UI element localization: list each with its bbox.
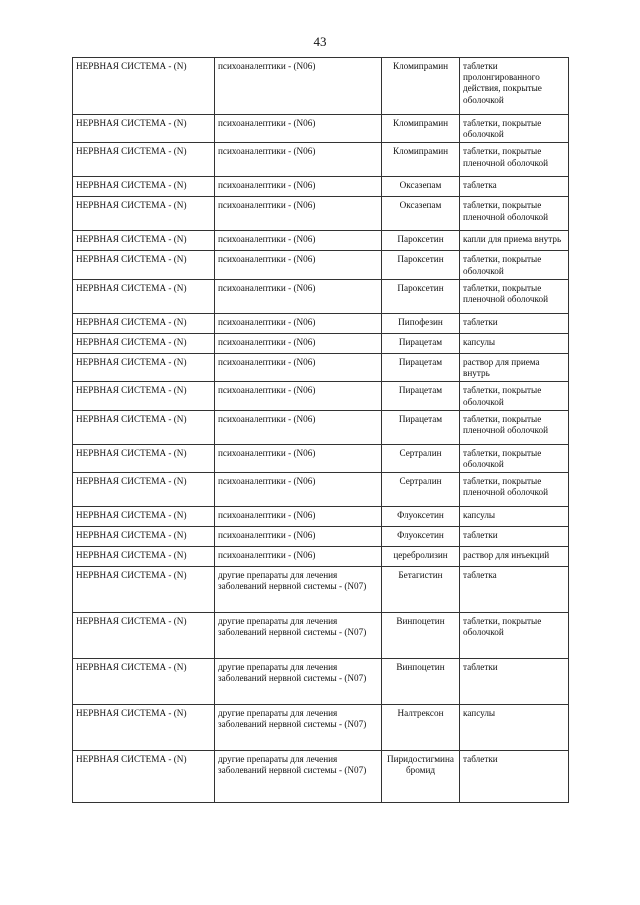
cell-system: НЕРВНАЯ СИСТЕМА - (N) — [73, 705, 215, 751]
table-row — [73, 567, 569, 613]
cell-group: другие препараты для лечения заболеваний нервной системы - (N07) — [215, 751, 382, 803]
cell-group: психоаналептики - (N06) — [215, 333, 382, 353]
cell-system: НЕРВНАЯ СИСТЕМА - (N) — [73, 279, 215, 313]
cell-form: таблетки пролонгированного действия, покрытые оболочкой — [460, 58, 569, 115]
cell-form: таблетки, покрытые пленочной оболочкой — [460, 410, 569, 444]
cell-form: таблетки, покрытые пленочной оболочкой — [460, 279, 569, 313]
cell-group: психоаналептики - (N06) — [215, 143, 382, 177]
cell-name: Пирацетам — [382, 410, 460, 444]
cell-system: НЕРВНАЯ СИСТЕМА - (N) — [73, 547, 215, 567]
cell-system: НЕРВНАЯ СИСТЕМА - (N) — [73, 58, 215, 115]
cell-name: Пароксетин — [382, 231, 460, 251]
cell-form: таблетки — [460, 751, 569, 803]
cell-system: НЕРВНАЯ СИСТЕМА - (N) — [73, 473, 215, 507]
cell-group: психоаналептики - (N06) — [215, 547, 382, 567]
cell-form: таблетка — [460, 567, 569, 613]
cell-form: таблетки, покрытые оболочкой — [460, 382, 569, 410]
cell-group: психоаналептики - (N06) — [215, 507, 382, 527]
table-row — [73, 547, 569, 567]
cell-form: капсулы — [460, 333, 569, 353]
cell-form: таблетки, покрытые пленочной оболочкой — [460, 473, 569, 507]
table-row — [73, 507, 569, 527]
cell-system: НЕРВНАЯ СИСТЕМА - (N) — [73, 197, 215, 231]
cell-group: психоаналептики - (N06) — [215, 353, 382, 381]
cell-name: Сертралин — [382, 473, 460, 507]
cell-name: Флуоксетин — [382, 527, 460, 547]
cell-system: НЕРВНАЯ СИСТЕМА - (N) — [73, 231, 215, 251]
cell-name: Кломипрамин — [382, 58, 460, 115]
cell-name: Пипофезин — [382, 313, 460, 333]
cell-form: таблетки, покрытые пленочной оболочкой — [460, 197, 569, 231]
cell-name: Пароксетин — [382, 279, 460, 313]
table-row — [73, 382, 569, 410]
table-row — [73, 197, 569, 231]
cell-group: психоаналептики - (N06) — [215, 115, 382, 143]
cell-group: психоаналептики - (N06) — [215, 231, 382, 251]
table-row — [73, 279, 569, 313]
table-row — [73, 231, 569, 251]
cell-system: НЕРВНАЯ СИСТЕМА - (N) — [73, 251, 215, 279]
cell-form: таблетки, покрытые пленочной оболочкой — [460, 143, 569, 177]
cell-group: психоаналептики - (N06) — [215, 313, 382, 333]
table-row — [73, 410, 569, 444]
table-body — [73, 58, 569, 803]
table-row — [73, 177, 569, 197]
cell-system: НЕРВНАЯ СИСТЕМА - (N) — [73, 333, 215, 353]
cell-name: Оксазепам — [382, 197, 460, 231]
cell-name: Кломипрамин — [382, 143, 460, 177]
table-row — [73, 353, 569, 381]
cell-system: НЕРВНАЯ СИСТЕМА - (N) — [73, 313, 215, 333]
cell-group: психоаналептики - (N06) — [215, 527, 382, 547]
table-row — [73, 251, 569, 279]
cell-form: таблетки, покрытые оболочкой — [460, 251, 569, 279]
cell-system: НЕРВНАЯ СИСТЕМА - (N) — [73, 177, 215, 197]
cell-name: церебролизин — [382, 547, 460, 567]
cell-system: НЕРВНАЯ СИСТЕМА - (N) — [73, 410, 215, 444]
table-row — [73, 751, 569, 803]
cell-group: психоаналептики - (N06) — [215, 382, 382, 410]
cell-system: НЕРВНАЯ СИСТЕМА - (N) — [73, 567, 215, 613]
table-row — [73, 705, 569, 751]
drug-table — [72, 57, 569, 803]
cell-group: другие препараты для лечения заболеваний нервной системы - (N07) — [215, 705, 382, 751]
cell-system: НЕРВНАЯ СИСТЕМА - (N) — [73, 613, 215, 659]
cell-group: психоаналептики - (N06) — [215, 410, 382, 444]
cell-group: другие препараты для лечения заболеваний нервной системы - (N07) — [215, 659, 382, 705]
cell-name: Сертралин — [382, 444, 460, 472]
table-row — [73, 659, 569, 705]
cell-name: Кломипрамин — [382, 115, 460, 143]
cell-group: психоаналептики - (N06) — [215, 177, 382, 197]
cell-system: НЕРВНАЯ СИСТЕМА - (N) — [73, 659, 215, 705]
cell-group: психоаналептики - (N06) — [215, 58, 382, 115]
cell-form: капсулы — [460, 507, 569, 527]
cell-form: раствор для приема внутрь — [460, 353, 569, 381]
table-row — [73, 115, 569, 143]
cell-system: НЕРВНАЯ СИСТЕМА - (N) — [73, 507, 215, 527]
cell-group: психоаналептики - (N06) — [215, 473, 382, 507]
table-row — [73, 333, 569, 353]
cell-form: таблетки, покрытые оболочкой — [460, 444, 569, 472]
cell-system: НЕРВНАЯ СИСТЕМА - (N) — [73, 751, 215, 803]
table-row — [73, 143, 569, 177]
cell-form: таблетки — [460, 659, 569, 705]
cell-name: Винпоцетин — [382, 659, 460, 705]
table-row — [73, 313, 569, 333]
cell-form: раствор для инъекций — [460, 547, 569, 567]
cell-form: таблетки, покрытые оболочкой — [460, 613, 569, 659]
cell-system: НЕРВНАЯ СИСТЕМА - (N) — [73, 115, 215, 143]
cell-form: таблетки — [460, 313, 569, 333]
cell-name: Пирацетам — [382, 333, 460, 353]
cell-group: другие препараты для лечения заболеваний нервной системы - (N07) — [215, 567, 382, 613]
page-number: 43 — [313, 34, 327, 49]
cell-form: таблетка — [460, 177, 569, 197]
cell-name: Налтрексон — [382, 705, 460, 751]
cell-name: Пирацетам — [382, 353, 460, 381]
cell-name: Винпоцетин — [382, 613, 460, 659]
cell-system: НЕРВНАЯ СИСТЕМА - (N) — [73, 143, 215, 177]
cell-name: Пиридостигмина бромид — [382, 751, 460, 803]
cell-system: НЕРВНАЯ СИСТЕМА - (N) — [73, 353, 215, 381]
cell-form: капсулы — [460, 705, 569, 751]
cell-group: психоаналептики - (N06) — [215, 197, 382, 231]
cell-system: НЕРВНАЯ СИСТЕМА - (N) — [73, 527, 215, 547]
cell-system: НЕРВНАЯ СИСТЕМА - (N) — [73, 382, 215, 410]
cell-group: психоаналептики - (N06) — [215, 279, 382, 313]
table-row — [73, 527, 569, 547]
table-row — [73, 473, 569, 507]
table-row — [73, 58, 569, 115]
cell-form: таблетки, покрытые оболочкой — [460, 115, 569, 143]
cell-group: психоаналептики - (N06) — [215, 444, 382, 472]
cell-name: Пароксетин — [382, 251, 460, 279]
cell-name: Пирацетам — [382, 382, 460, 410]
cell-name: Флуоксетин — [382, 507, 460, 527]
cell-group: другие препараты для лечения заболеваний нервной системы - (N07) — [215, 613, 382, 659]
table-row — [73, 444, 569, 472]
cell-form: капли для приема внутрь — [460, 231, 569, 251]
cell-name: Оксазепам — [382, 177, 460, 197]
table-row — [73, 613, 569, 659]
cell-form: таблетки — [460, 527, 569, 547]
cell-name: Бетагистин — [382, 567, 460, 613]
cell-group: психоаналептики - (N06) — [215, 251, 382, 279]
cell-system: НЕРВНАЯ СИСТЕМА - (N) — [73, 444, 215, 472]
